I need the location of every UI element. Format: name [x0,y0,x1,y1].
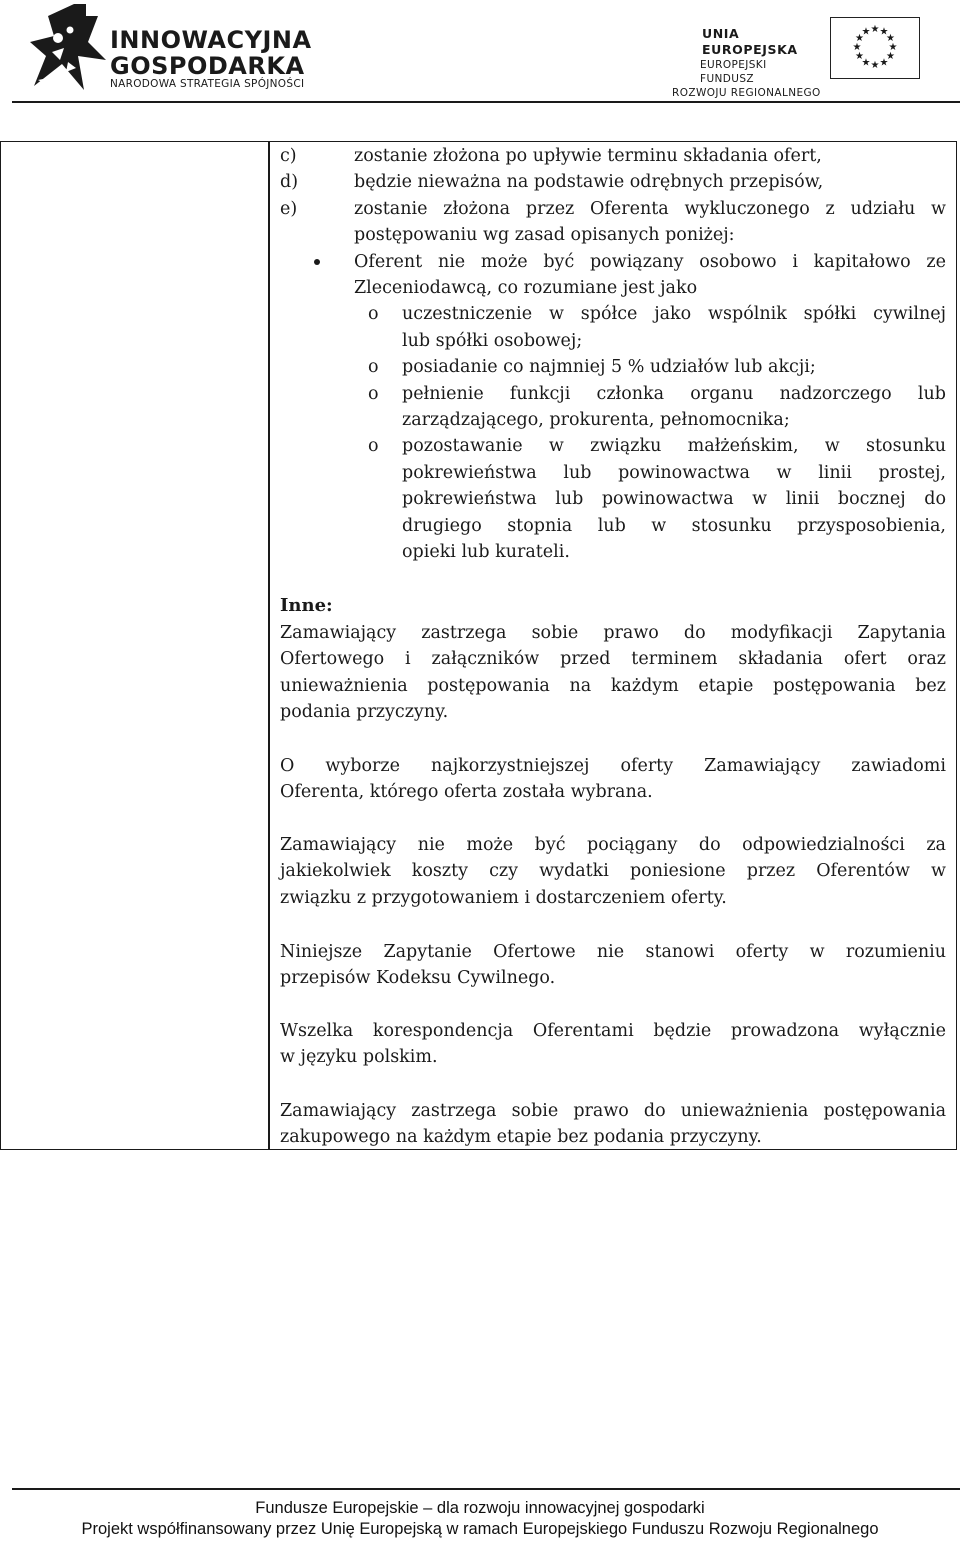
sub-list-text: drugiego stopnia lub w stosunku przysposobienia, [402,515,946,536]
paragraph-line: Zamawiający zastrzega sobie prawo do modyfikacji Zapytania [280,623,946,643]
paragraph [280,939,946,992]
list-item-text: zostanie złożona po upływie terminu składania ofert, [354,146,822,166]
brand-subtitle: NARODOWA STRATEGIA SPÓJNOŚCI [110,78,305,90]
bullet-text: Zleceniodawcą, co rozumiane jest jako [354,277,698,298]
sub-list-marker: o [368,436,379,457]
page-header [0,0,960,104]
paragraph-line: przepisów Kodeksu Cywilnego. [280,968,556,989]
paragraph-line: Niniejsze Zapytanie Ofertowe nie stanowi oferty w rozumieniu [280,942,946,962]
paragraph-line: Wszelka korespondencja Oferentami będzie prowadzona wyłącznie [280,1021,946,1041]
svg-text:★: ★ [879,26,889,38]
sub-list-item [318,354,946,380]
svg-text:★: ★ [870,60,880,71]
paragraph [280,832,946,911]
svg-text:★: ★ [852,42,862,53]
section-other [280,593,946,1148]
svg-text:★: ★ [861,57,871,69]
svg-text:★: ★ [855,33,864,44]
sub-list-text: posiadanie co najmniej 5 % udziałów lub akcji; [402,357,816,378]
sub-list-item [318,381,946,434]
svg-text:★: ★ [870,24,880,35]
footer-line1: Fundusze Europejskie – dla rozwoju innowacyjnej gospodarki [255,1499,705,1517]
paragraph-line: w języku polskim. [280,1047,438,1068]
eu-flag-icon [830,17,920,79]
brand-name-line2: GOSPODARKA [110,52,305,80]
paragraph-line: związku z przygotowaniem i dostarczeniem oferty. [280,887,727,908]
svg-text:★: ★ [879,57,889,69]
list-item-text: zostanie złożona przez Oferenta wykluczonego z udziału w [354,198,946,219]
paragraph-line: Ofertowego i załączników przed terminem składania ofert oraz [280,649,946,670]
list-item [280,196,946,249]
svg-text:★: ★ [888,42,898,53]
sub-list-text: zarządzającego, prokurenta, pełnomocnika; [402,409,790,430]
sub-list-text: lub spółki osobowej; [402,330,583,351]
sub-list-marker: o [368,357,379,378]
sub-list-marker: o [368,383,379,404]
exclusion-list [280,143,946,565]
footer-line2: Projekt współfinansowany przez Unię Europejską w ramach Europejskiego Funduszu Rozwoju Regionalnego [81,1520,879,1538]
svg-text:★: ★ [886,51,895,62]
eu-label-line1: UNIA EUROPEJSKA [702,26,798,57]
paragraph-line: jakiekolwiek koszty czy wydatki poniesione przez Oferentów w [280,861,946,882]
svg-text:★: ★ [886,33,895,44]
footer-divider [12,1488,960,1490]
section-title: Inne: [280,595,333,616]
innowacyjna-gospodarka-emblem-icon [28,2,108,94]
header-divider [12,101,960,103]
sub-list-marker: o [368,304,379,325]
sub-list-text: opieki lub kurateli. [402,541,570,562]
bullet-text: Oferent nie może być powiązany osobowo i kapitałowo ze [354,251,946,272]
paragraph [280,1018,946,1071]
paragraph [280,1098,946,1151]
paragraph-line: podania przyczyny. [280,702,449,723]
sub-list-text: uczestniczenie w spółce jako wspólnik spółki cywilnej [402,304,946,325]
paragraph-line: Oferenta, którego oferta została wybrana. [280,782,653,803]
innowacyjna-gospodarka-logo [28,2,328,94]
list-marker: d) [280,172,299,193]
paragraph [280,620,946,726]
table-column-divider [268,141,270,1150]
paragraph [280,753,946,806]
sub-list-text: pokrewieństwa lub powinowactwa w linii bocznej do [402,489,946,510]
sub-list-text: pokrewieństwa lub powinowactwa w linii prostej, [402,462,946,483]
list-item-text: będzie nieważna na podstawie odrębnych przepisów, [354,172,824,193]
list-item [280,169,946,195]
brand-name-line1: INNOWACYJNA [110,26,312,54]
sub-list-text: pełnienie funkcji członka organu nadzorczego lub [402,383,946,404]
eu-label-line3: ROZWOJU REGIONALNEGO [672,87,821,99]
svg-text:★: ★ [861,26,871,38]
sub-list-item [318,433,946,565]
list-marker: e) [280,198,298,219]
list-marker: c) [280,146,297,166]
paragraph-line: O wyborze najkorzystniejszej oferty Zamawiający zawiadomi [280,756,946,776]
paragraph-line: Zamawiający nie może być pociągany do odpowiedzialności za [280,835,946,855]
paragraph-line: zakupowego na każdym etapie bez podania przyczyny. [280,1127,762,1148]
bullet-item [318,249,946,302]
sub-list-item [318,301,946,354]
eu-label-line2: EUROPEJSKI FUNDUSZ [700,59,767,85]
svg-text:★: ★ [855,51,864,62]
paragraph-line: unieważnienia postępowania na każdym etapie postępowania bez [280,675,946,696]
eu-label [672,26,822,100]
bullet-icon [314,259,320,265]
sub-list-text: pozostawanie w związku małżeńskim, w stosunku [402,436,946,457]
list-item [280,143,946,169]
paragraph-line: Zamawiający zastrzega sobie prawo do unieważnienia postępowania [280,1101,946,1121]
list-item-text: postępowaniu wg zasad opisanych poniżej: [354,225,735,246]
